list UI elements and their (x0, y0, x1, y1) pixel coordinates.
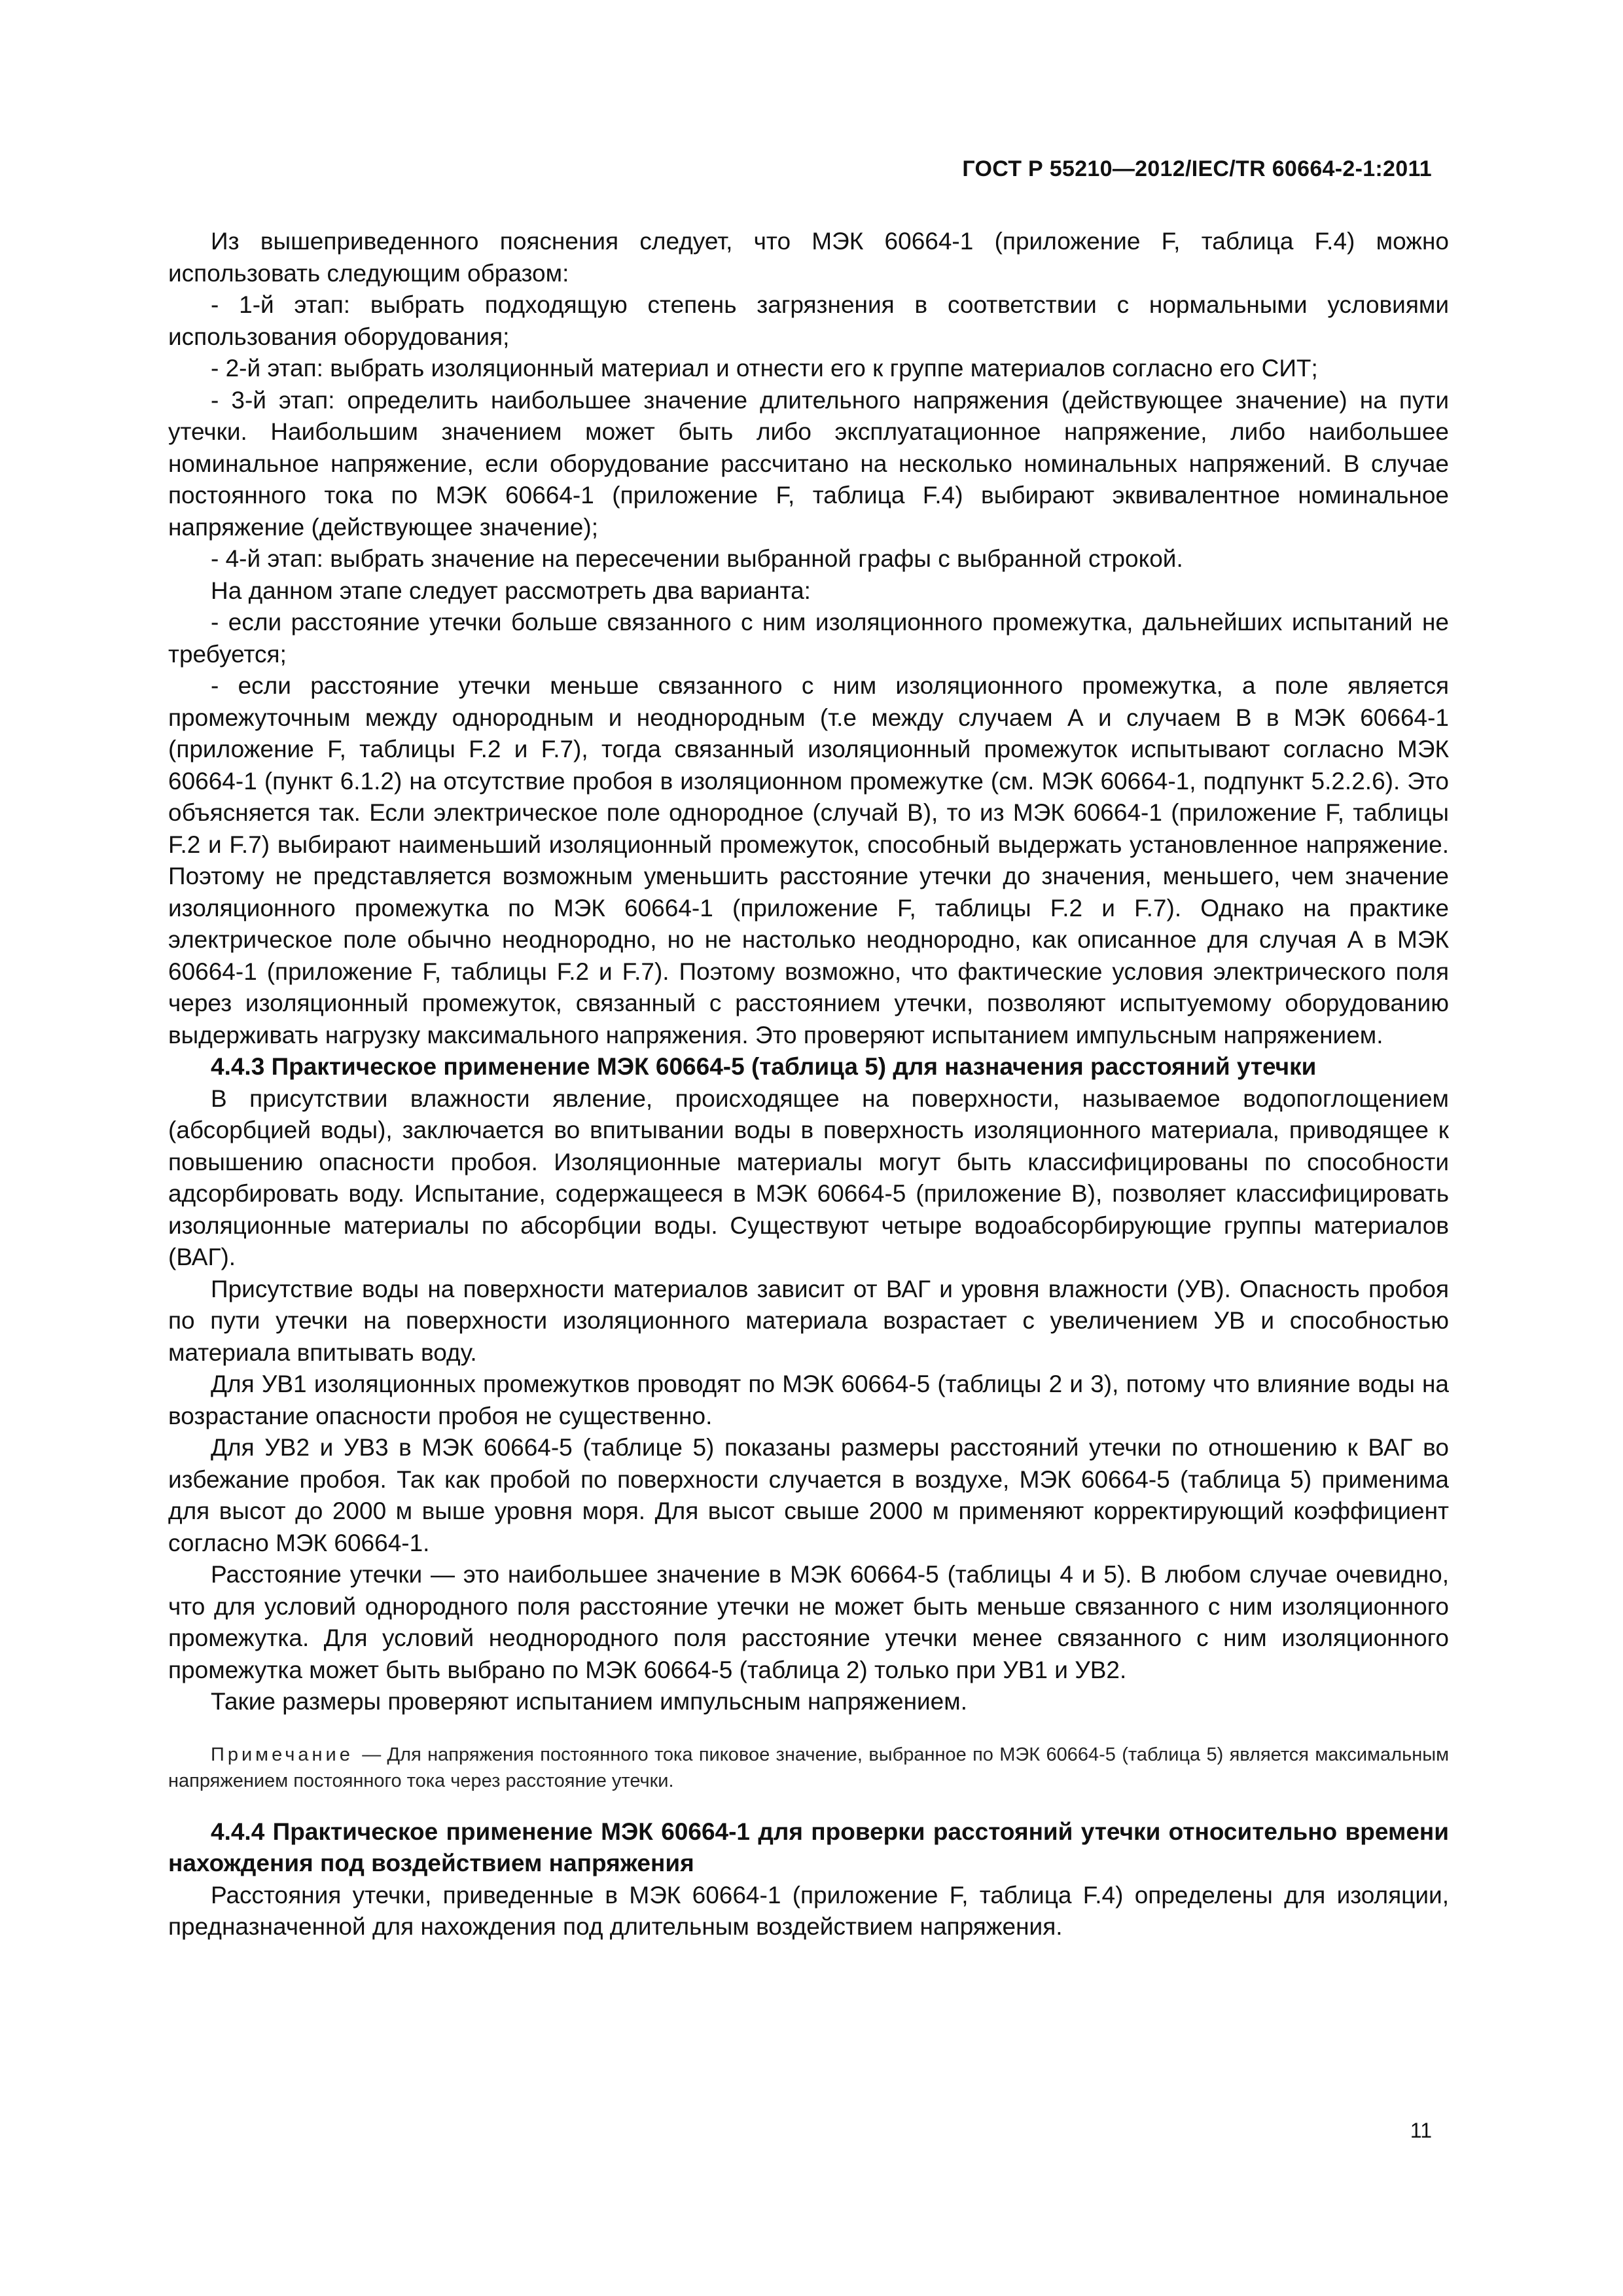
list-item-step-1: - 1-й этап: выбрать подходящую степень загрязнения в соответствии с нормальными условиями использования оборудования; (168, 291, 1449, 350)
page-number: 11 (1410, 2119, 1432, 2142)
list-item-variant-2: - если расстояние утечки меньше связанного с ним изоляционного промежутка, а поле является промежуточным между однородным и неоднородным (т.е между случаем А и случаем В в МЭК 60664-1 (приложение F, таблицы F.2 и F.7), тогда связанный изоляционный промежуток испытывают согласно МЭК 60664-1 (пункт 6.1.2) на отсутствие пробоя в изоляционном промежутке (см. МЭК 60664-1, подпункт 5.2.2.6). Это объясняется так. Если электрическое поле однородное (случай В), то из МЭК 60664-1 (приложение F, таблицы F.2 и F.7) выбирают наименьший изоляционный промежуток, способный выдержать установленное напряжение. Поэтому не представляется возможным уменьшить расстояние утечки до значения, меньшего, чем значение изоляционного промежутка по МЭК 60664-1 (приложение F, таблицы F.2 и F.7). Однако на практике электрическое поле обычно неоднородно, но не настолько неоднородно, как описанное для случая А в МЭК 60664-1 (приложение F, таблицы F.2 и F.7). Поэтому возможно, что фактические условия электрического поля через изоляционный промежуток, связанный с расстоянием утечки, позволяют испытуемому оборудованию выдерживать нагрузку максимального напряжения. Это проверяют испытанием импульсным напряжением. (168, 672, 1449, 1049)
list-item-variant-1: - если расстояние утечки больше связанного с ним изоляционного промежутка, дальнейших испытаний не требуется; (168, 609, 1449, 668)
running-header-standard-code: ГОСТ Р 55210—2012/IEC/TR 60664-2-1:2011 (962, 156, 1432, 181)
paragraph: Для УВ1 изоляционных промежутков проводят по МЭК 60664-5 (таблицы 2 и 3), потому что влияние воды на возрастание опасности пробоя не существенно. (168, 1371, 1449, 1429)
note-text: — Для напряжения постоянного тока пиковое значение, выбранное по МЭК 60664-5 (таблица 5) является максимальным напряжением постоянного тока через расстояние утечки. (168, 1744, 1450, 1791)
note (168, 1742, 1449, 1794)
list-item-step-2: - 2-й этап: выбрать изоляционный материал и отнести его к группе материалов согласно его СИТ; (211, 355, 1318, 382)
paragraph: Расстояние утечки — это наибольшее значение в МЭК 60664-5 (таблицы 4 и 5). В любом случае очевидно, что для условий однородного поля расстояние утечки не может быть меньше связанного с ним изоляционного промежутка. Для условий неоднородного поля расстояние утечки менее связанного с ним изоляционного промежутка может быть выбрано по МЭК 60664-5 (таблица 2) только при УВ1 и УВ2. (168, 1561, 1449, 1683)
paragraph: Расстояния утечки, приведенные в МЭК 60664-1 (приложение F, таблица F.4) определены для изоляции, предназначенной для нахождения под длительным воздействием напряжения. (168, 1881, 1449, 1940)
list-item-step-4: - 4-й этап: выбрать значение на пересечении выбранной графы с выбранной строкой. (211, 545, 1183, 572)
paragraph: Для УВ2 и УВ3 в МЭК 60664-5 (таблице 5) показаны размеры расстояний утечки по отношению к ВАГ во избежание пробоя. Так как пробой по поверхности случается в воздухе, МЭК 60664-5 (таблица 5) применима для высот до 2000 м выше уровня моря. Для высот свыше 2000 м применяют корректирующий коэффициент согласно МЭК 60664-1. (168, 1434, 1449, 1556)
body-text (168, 226, 1449, 1943)
paragraph: Присутствие воды на поверхности материалов зависит от ВАГ и уровня влажности (УВ). Опасность пробоя по пути утечки на поверхности изоляционного материала возрастает с увеличением УВ и способностью материала впитывать воду. (168, 1275, 1449, 1366)
section-heading-4-4-4: 4.4.4 Практическое применение МЭК 60664-1 для проверки расстояний утечки относительно времени нахождения под воздействием напряжения (168, 1818, 1449, 1876)
note-label: Примечание (211, 1744, 353, 1765)
paragraph: На данном этапе следует рассмотреть два варианта: (211, 577, 811, 604)
paragraph: Такие размеры проверяют испытанием импульсным напряжением. (211, 1688, 967, 1715)
paragraph: Из вышеприведенного пояснения следует, что МЭК 60664-1 (приложение F, таблица F.4) можно использовать следующим образом: (168, 228, 1449, 287)
list-item-step-3: - 3-й этап: определить наибольшее значение длительного напряжения (действующее значение) на пути утечки. Наибольшим значением может быть либо эксплуатационное напряжение, либо наибольшее номинальное напряжение, если оборудование рассчитано на несколько номинальных напряжений. В случае постоянного тока по МЭК 60664-1 (приложение F, таблица F.4) выбирают эквивалентное номинальное напряжение (действующее значение); (168, 386, 1449, 541)
section-heading-4-4-3: 4.4.3 Практическое применение МЭК 60664-5 (таблица 5) для назначения расстояний утечки (211, 1053, 1317, 1080)
paragraph: В присутствии влажности явление, происходящее на поверхности, называемое водопоглощением (абсорбцией воды), заключается во впитывании воды в поверхность изоляционного материала, приводящее к повышению опасности пробоя. Изоляционные материалы могут быть классифицированы по способности адсорбировать воду. Испытание, содержащееся в МЭК 60664-5 (приложение В), позволяет классифицировать изоляционные материалы по абсорбции воды. Существуют четыре водоабсорбирующие группы материалов (ВАГ). (168, 1085, 1449, 1270)
